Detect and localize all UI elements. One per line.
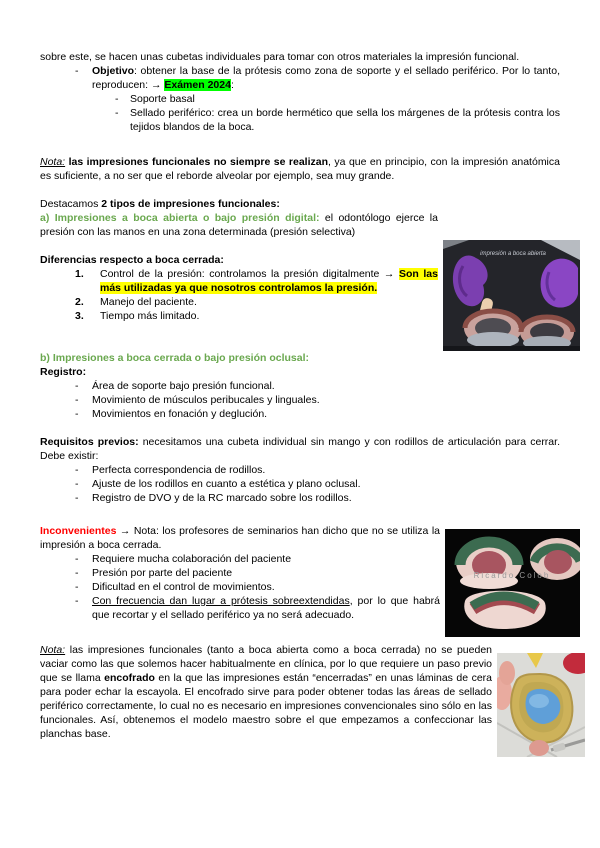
watermark-text: Ricardo Colob [473, 571, 551, 580]
note-text: en la que las impresiones están “encerradas” en unas láminas de cera para poder echar la escayola. El encofrado sirve para poder obtener todas las áreas de sellado periférico correctamente, lo cual no es necesario en impresiones convencionales sino sólo en las funcionales. Así, obtenemos el modelo maestro sobre el que empezamos a confeccionar las planchas base. [40, 672, 492, 740]
type-a-text: el odontólogo ejerce la presión con las manos en una zona determinada (presión selectiva) [40, 212, 438, 238]
drawback-text: Presión por parte del paciente [92, 567, 233, 579]
drawbacks-label: Inconvenientes [40, 525, 117, 537]
objetivo-label: Objetivo [92, 65, 135, 77]
difference-text: Control de la presión: controlamos la presión digitalmente → [100, 268, 399, 280]
photo-open-mouth-slide [443, 240, 580, 351]
finger [499, 661, 515, 685]
drawback-underlined-text: Con frecuencia dan lugar a prótesis sobreextendidas [92, 595, 350, 607]
finger [529, 740, 549, 756]
registro-text: Área de soporte bajo presión funcional. [92, 380, 275, 392]
drawback-text: Requiere mucha colaboración del paciente [92, 553, 292, 565]
list-item [40, 477, 560, 491]
list-item [92, 106, 560, 134]
requirement-text: Perfecta correspondencia de rodillos. [92, 464, 266, 476]
list-item [40, 463, 560, 477]
list-item [92, 92, 560, 106]
yellow-highlight-text: Son las más utilizadas ya que nosotros controlamos la presión. [100, 268, 438, 294]
requirement-text: Ajuste de los rodillos en cuanto a estética y plano oclusal. [92, 478, 361, 490]
difference-text: Tiempo más limitado. [100, 310, 200, 322]
list-item [40, 295, 438, 309]
differences-list [40, 267, 438, 323]
list-item-objetivo [40, 64, 560, 134]
drawback-text: , por lo que habrá que recortar y el sellado periférico ya no será adecuado. [92, 595, 440, 621]
list-item [40, 379, 560, 393]
type-a-paragraph [40, 211, 438, 239]
denture-lower [464, 591, 545, 629]
photo-dentures [445, 529, 580, 637]
type-b-heading: b) Impresiones a boca cerrada o bajo presión oclusal: [40, 352, 309, 364]
registro-text: Movimiento de músculos peribucales y linguales. [92, 394, 320, 406]
slide-caption: impresión a boca abierta [480, 251, 546, 257]
drawback-text: Dificultad en el control de movimientos. [92, 581, 275, 593]
screen-bottom-edge [443, 346, 580, 351]
impression-left [464, 309, 522, 348]
list-item [40, 407, 560, 421]
denture-upper-left [456, 537, 522, 589]
requirements-list [40, 463, 560, 505]
registro-list [40, 379, 560, 421]
difference-text: Manejo del paciente. [100, 296, 197, 308]
requirements-text: necesitamos una cubeta individual sin mango y con rodillos de articulación para cerrar. Debe existir: [40, 436, 560, 462]
list-item [40, 552, 440, 566]
document-content [40, 50, 560, 741]
list-item [40, 566, 440, 580]
differences-heading: Diferencias respecto a boca cerrada: [40, 254, 224, 266]
drawbacks-list [40, 552, 440, 622]
list-item [40, 393, 560, 407]
requirements-label: Requisitos previos: [40, 436, 139, 448]
types-heading [40, 197, 560, 211]
exam-highlight: Exámen 2024 [164, 79, 231, 91]
list-item [40, 580, 440, 594]
encofrado-bold: encofrado [104, 672, 155, 684]
list-item [40, 491, 560, 505]
types-heading-bold: 2 tipos de impresiones funcionales: [101, 198, 280, 210]
requirement-text: Registro de DVO y de la RC marcado sobre los rodillos. [92, 492, 352, 504]
sublist-text: Sellado periférico: crea un borde hermético que sella los márgenes de la prótesis contra los tejidos blandos de la boca. [130, 107, 560, 133]
type-a-heading: a) Impresiones a boca abierta o bajo presión digital: [40, 212, 320, 224]
list-item [40, 309, 438, 323]
note-label: Nota: [40, 156, 66, 168]
drawbacks-text: Nota: los profesores de seminarios han dicho que no se utiliza la impresión a boca cerrada. [40, 525, 440, 551]
note-label: Nota: [40, 644, 66, 656]
objective-list [40, 64, 560, 134]
drawbacks-arrow: → [116, 525, 134, 537]
requirements-paragraph [40, 435, 560, 463]
exam-colon: : [230, 79, 234, 91]
impression-right [520, 315, 574, 350]
intro-paragraph: sobre este, se hacen unas cubetas individuales para tomar con otros materiales la impresión funcional. [40, 51, 520, 63]
note-2-paragraph [40, 643, 492, 741]
types-heading-pre: Destacamos [40, 198, 102, 210]
sublist-text: Soporte basal [130, 93, 195, 105]
drawbacks-paragraph [40, 524, 440, 552]
note-text: , ya que en principio, con la impresión anatómica es suficiente, a no ser que el reborde alveolar por ejemplo, sea muy grande. [40, 156, 560, 182]
objective-sublist [92, 92, 560, 134]
note-1-paragraph [40, 155, 560, 183]
note-bold-text: las impresiones funcionales no siempre se realizan [65, 156, 329, 168]
note-text: las impresiones funcionales (tanto a boca abierta como a boca cerrada) no se pueden vaciar como las que solemos hacer habitualmente en clínica, por lo que requiere un paso previo que se llama [40, 644, 492, 684]
photo-encofrado [497, 653, 585, 757]
registro-heading: Registro: [40, 366, 87, 378]
objetivo-text: : obtener la base de la prótesis como zona de soporte y el sellado periférico. Por lo tanto, reproducen: → [92, 65, 560, 91]
list-item [40, 267, 438, 295]
list-item [40, 594, 440, 622]
registro-text: Movimientos en fonación y deglución. [92, 408, 268, 420]
